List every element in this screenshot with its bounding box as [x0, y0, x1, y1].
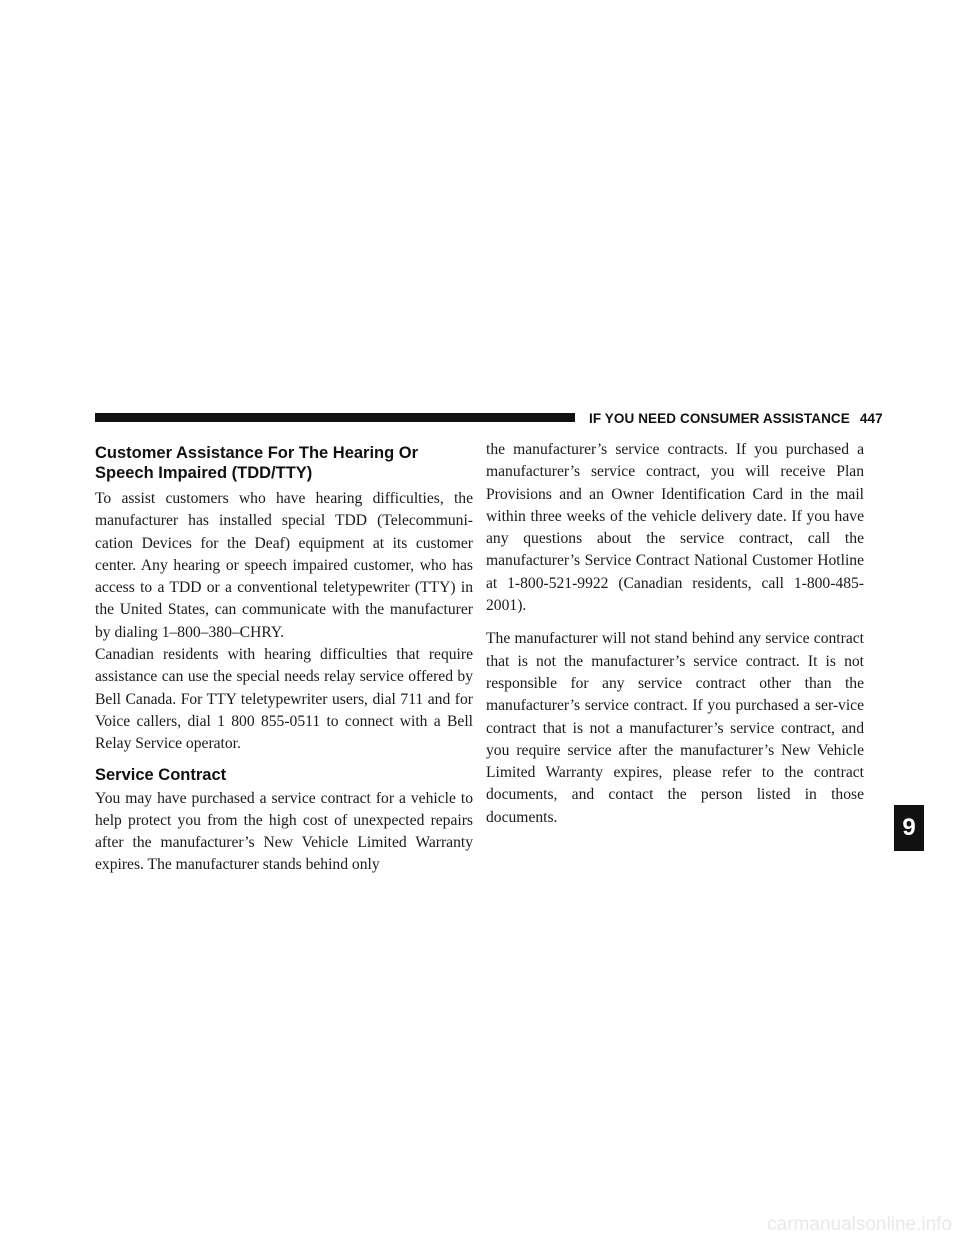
running-header — [589, 411, 883, 426]
chapter-tab: 9 — [894, 805, 924, 851]
heading-tdd-tty: Customer Assistance For The Hearing Or Speech Impaired (TDD/TTY) — [95, 444, 419, 482]
right-column — [486, 439, 864, 829]
page-number: 447 — [859, 411, 883, 426]
heading-service-contract: Service Contract — [95, 765, 227, 784]
paragraph-tdd-intro: To assist customers who have hearing difficulties, the manufacturer has installed special TDD (Telecommuni-cation Devices for the Deaf) equipment at its customer center. Any hearing or speech impaired customer, who has access to a TDD or a conventional teletypewriter (TTY) in the United States, can communicate with the manufacturer by dialing 1–800–380–CHRY. — [95, 490, 473, 641]
paragraph-service-contract-cont: the manufacturer’s service contracts. If you purchased a manufacturer’s service contract, you will receive Plan Provisions and an Owner Identification Card in the mail within three weeks of the vehicle delivery date. If you have any questions about the service contract, call the manufacturer’s Service Contract National Customer Hotline at 1-800-521-9922 (Canadian residents, call 1-800-485-2001). — [486, 441, 864, 615]
paragraph-non-manufacturer-contract: The manufacturer will not stand behind any service contract that is not the manufacturer’s service contract. It is not responsible for any service contract other than the manufacturer’s service contract. If you purchased a ser-vice contract that is not a manufacturer’s service contract, and you require service after the manufacturer’s New Vehicle Limited Warranty expires, please refer to the contract documents, and contact the person listed in those documents. — [486, 630, 864, 826]
watermark-text: carmanualsonline.info — [767, 1214, 952, 1235]
paragraph-canadian-relay: Canadian residents with hearing difficulties that require assistance can use the special needs relay service offered by Bell Canada. For TTY teletypewriter users, dial 711 and for Voice callers, dial 1 800 855-0511 to connect with a Bell Relay Service operator. — [95, 646, 473, 753]
left-column — [95, 443, 473, 877]
section-title: IF YOU NEED CONSUMER ASSISTANCE — [589, 411, 850, 426]
paragraph-service-contract-intro: You may have purchased a service contract for a vehicle to help protect you from the high cost of unexpected repairs after the manufacturer’s New Vehicle Limited Warranty expires. The manufacturer stands behind only — [95, 789, 473, 874]
header-rule — [95, 413, 575, 422]
